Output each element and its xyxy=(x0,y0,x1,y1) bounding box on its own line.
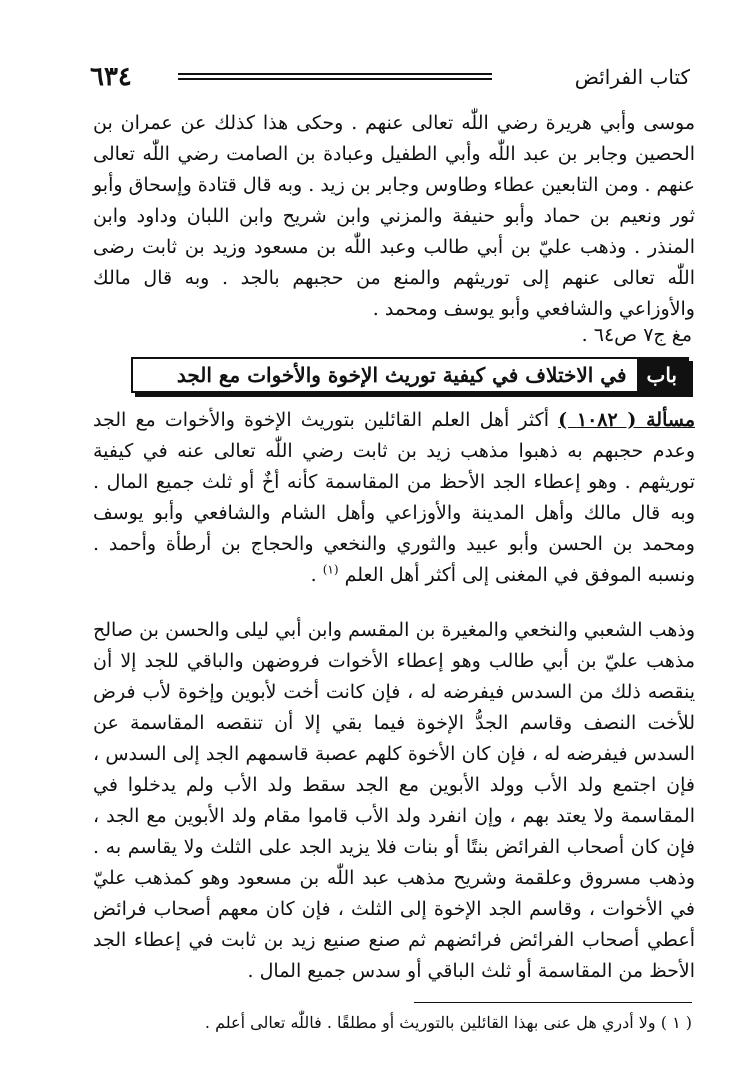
chapter-title: في الاختلاف في كيفية توريث الإخوة والأخوات مع الجد xyxy=(176,363,627,387)
chapter-heading xyxy=(131,357,689,393)
issue-text: أكثر أهل العلم القائلين بتوريث الإخوة والأخوات مع الجد وعدم حجبهم به ذهبوا مذهب زيد بن ثابت رضي اللّٰه تعالى عنه في كيفية توريثهم . وهو إعطاء الجد الأحظ من المقاسمة كأنه أخٌ أو ثلث جميع المال . وبه قال مالك وأهل المدينة والأوزاعي وأهل الشام والشافعي وأبو يوسف ومحمد بن الحسن وأبو عبيد والثوري والنخعي والحجاج بن أرطأة وأحمد . ونسبه الموفق في المغنى إلى أكثر أهل العلم xyxy=(93,409,695,586)
reference-line: مغ ج٧ ص٦٤ . xyxy=(581,324,692,346)
footnote: ( ١ ) ولا أدري هل عنى بهذا القائلين بالتوريث أو مطلقًا . فاللّٰه تعالى أعلم . xyxy=(204,1013,692,1032)
footnote-divider xyxy=(414,1002,692,1003)
second-paragraph: وذهب الشعبي والنخعي والمغيرة بن المقسم وابن أبي ليلى والحسن بن صالح مذهب عليّ بن أبي طالب وهو إعطاء الأخوات فروضهن والباقي للجد إلا أن ينقصه ذلك من السدس فيفرضه له ، فإن كانت أخت لأبوين وإخوة لأب فرض للأخت النصف وقاسم الجدُّ الإخوة فيما بقي إلا أن تنقصه المقاسمة عن السدس فيفرضه له ، فإن كان الأخوة كلهم عصبة قاسمهم الجد إلى السدس ، فإن اجتمع ولد الأب وولد الأبوين مع الجد سقط ولد الأب ولم يدخلوا في المقاسمة ولا يعتد بهم ، وإن انفرد ولد الأب قاموا مقام ولد الأبوين مع الجد ، فإن كان أصحاب الفرائض بنتًا أو بنات فلا يزيد الجد على الثلث ولا يقاسم به . وذهب مسروق وعلقمة وشريح مذهب عبد اللّٰه بن مسعود وهو كمذهب عليّ في الأخوات ، وقاسم الجد الإخوة إلى الثلث ، فإن كان معهم أصحاب فرائض أعطي أصحاب الفرائض فرائضهم ثم صنع صنيع زيد بن ثابت في إعطاء الجد الأحظ من المقاسمة أو ثلث الباقي أو سدس جميع المال . xyxy=(93,619,695,982)
page-number: ٦٣٤ xyxy=(90,62,132,92)
chapter-label: باب xyxy=(637,359,688,391)
issue-number: مسألة ( ١٠٨٢ ) xyxy=(558,409,696,431)
issue-end: . xyxy=(310,564,323,586)
book-title: كتاب الفرائض xyxy=(574,65,690,89)
page-header xyxy=(90,62,690,92)
issue-paragraph xyxy=(93,405,695,591)
footnote-marker: (١) xyxy=(322,562,339,577)
header-rule xyxy=(178,73,492,83)
intro-paragraph: موسى وأبي هريرة رضي اللّٰه تعالى عنهم . وحكى هذا كذلك عن عمران بن الحصين وجابر بن عبد اللّٰه وأبي الطفيل وعبادة بن الصامت رضي اللّٰه تعالى عنهم . ومن التابعين عطاء وطاوس وجابر بن زيد . وبه قال قتادة وإسحاق وأبو ثور ونعيم بن حماد وأبو حنيفة والمزني وابن شريح وابن اللبان وداود وابن المنذر . وذهب عليّ بن أبي طالب وعبد اللّٰه بن مسعود وزيد بن ثابت رضى اللّٰه تعالى عنهم إلى توريثهم والمنع من حجبهم بالجد . وبه قال مالك والأوزاعي والشافعي وأبو يوسف ومحمد . xyxy=(92,112,695,320)
